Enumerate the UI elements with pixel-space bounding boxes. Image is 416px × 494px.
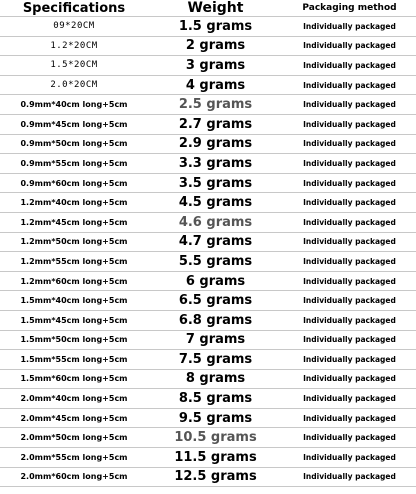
packaging-cell: Individually packaged (283, 467, 416, 487)
table-row (0, 350, 416, 370)
spec-cell: 0.9mm*50cm long+5cm (0, 134, 148, 154)
weight-cell: 3 grams (148, 56, 283, 76)
spec-cell: 1.2mm*50cm long+5cm (0, 232, 148, 252)
packaging-cell: Individually packaged (283, 408, 416, 428)
packaging-cell: Individually packaged (283, 428, 416, 448)
packaging-cell: Individually packaged (283, 193, 416, 213)
packaging-cell: Individually packaged (283, 252, 416, 272)
spec-cell: 2.0mm*45cm long+5cm (0, 408, 148, 428)
weight-cell: 11.5 grams (148, 448, 283, 468)
spec-cell: 2.0*20CM (0, 75, 148, 95)
weight-cell: 7.5 grams (148, 350, 283, 370)
weight-cell: 8 grams (148, 369, 283, 389)
table-row (0, 389, 416, 409)
spec-cell: 1.2mm*60cm long+5cm (0, 271, 148, 291)
weight-cell: 4.7 grams (148, 232, 283, 252)
weight-cell: 5.5 grams (148, 252, 283, 272)
spec-cell: 1.5mm*40cm long+5cm (0, 291, 148, 311)
table-row (0, 56, 416, 76)
table-row (0, 448, 416, 468)
table-row (0, 232, 416, 252)
weight-cell: 6.5 grams (148, 291, 283, 311)
packaging-cell: Individually packaged (283, 291, 416, 311)
table-row (0, 173, 416, 193)
packaging-cell: Individually packaged (283, 330, 416, 350)
spec-cell: 1.5mm*50cm long+5cm (0, 330, 148, 350)
spec-cell: 2.0mm*55cm long+5cm (0, 448, 148, 468)
header-weight: Weight (148, 0, 283, 17)
spec-cell: 1.5mm*55cm long+5cm (0, 350, 148, 370)
spec-cell: 2.0mm*60cm long+5cm (0, 467, 148, 487)
spec-cell: 1.2mm*55cm long+5cm (0, 252, 148, 272)
table-row (0, 154, 416, 174)
weight-cell: 6.8 grams (148, 310, 283, 330)
table-row (0, 114, 416, 134)
packaging-cell: Individually packaged (283, 17, 416, 37)
header-specifications: Specifications (0, 0, 148, 17)
table-row (0, 428, 416, 448)
weight-cell: 12.5 grams (148, 467, 283, 487)
spec-cell: 1.5mm*60cm long+5cm (0, 369, 148, 389)
weight-cell: 9.5 grams (148, 408, 283, 428)
table-header-row (0, 0, 416, 17)
weight-cell: 4.5 grams (148, 193, 283, 213)
spec-cell: 0.9mm*40cm long+5cm (0, 95, 148, 115)
spec-cell: 1.2mm*40cm long+5cm (0, 193, 148, 213)
packaging-cell: Individually packaged (283, 271, 416, 291)
packaging-cell: Individually packaged (283, 154, 416, 174)
table-row (0, 75, 416, 95)
table-row (0, 95, 416, 115)
weight-cell: 10.5 grams (148, 428, 283, 448)
spec-cell: 0.9mm*60cm long+5cm (0, 173, 148, 193)
weight-cell: 4 grams (148, 75, 283, 95)
table-row (0, 291, 416, 311)
packaging-cell: Individually packaged (283, 95, 416, 115)
table-row (0, 330, 416, 350)
weight-cell: 8.5 grams (148, 389, 283, 409)
table-row (0, 212, 416, 232)
packaging-cell: Individually packaged (283, 389, 416, 409)
table-row (0, 17, 416, 37)
spec-cell: 09*20CM (0, 17, 148, 37)
weight-cell: 2.7 grams (148, 114, 283, 134)
weight-cell: 7 grams (148, 330, 283, 350)
spec-cell: 2.0mm*40cm long+5cm (0, 389, 148, 409)
spec-cell: 0.9mm*55cm long+5cm (0, 154, 148, 174)
table-row (0, 134, 416, 154)
table-row (0, 408, 416, 428)
table-row (0, 252, 416, 272)
weight-cell: 3.5 grams (148, 173, 283, 193)
packaging-cell: Individually packaged (283, 36, 416, 56)
table-row (0, 193, 416, 213)
table-body (0, 17, 416, 487)
packaging-cell: Individually packaged (283, 114, 416, 134)
spec-cell: 1.5mm*45cm long+5cm (0, 310, 148, 330)
packaging-cell: Individually packaged (283, 310, 416, 330)
spec-cell: 1.5*20CM (0, 56, 148, 76)
weight-cell: 1.5 grams (148, 17, 283, 37)
packaging-cell: Individually packaged (283, 75, 416, 95)
packaging-cell: Individually packaged (283, 448, 416, 468)
table-row (0, 369, 416, 389)
table-row (0, 271, 416, 291)
table-row (0, 310, 416, 330)
weight-cell: 3.3 grams (148, 154, 283, 174)
weight-cell: 2 grams (148, 36, 283, 56)
packaging-cell: Individually packaged (283, 232, 416, 252)
weight-cell: 6 grams (148, 271, 283, 291)
spec-cell: 0.9mm*45cm long+5cm (0, 114, 148, 134)
spec-cell: 1.2*20CM (0, 36, 148, 56)
weight-cell: 2.5 grams (148, 95, 283, 115)
weight-cell: 4.6 grams (148, 212, 283, 232)
packaging-cell: Individually packaged (283, 350, 416, 370)
packaging-cell: Individually packaged (283, 212, 416, 232)
packaging-cell: Individually packaged (283, 369, 416, 389)
weight-cell: 2.9 grams (148, 134, 283, 154)
packaging-cell: Individually packaged (283, 173, 416, 193)
packaging-cell: Individually packaged (283, 134, 416, 154)
spec-cell: 1.2mm*45cm long+5cm (0, 212, 148, 232)
table-row (0, 467, 416, 487)
spec-cell: 2.0mm*50cm long+5cm (0, 428, 148, 448)
packaging-cell: Individually packaged (283, 56, 416, 76)
table-row (0, 36, 416, 56)
header-packaging-method: Packaging method (283, 0, 416, 17)
